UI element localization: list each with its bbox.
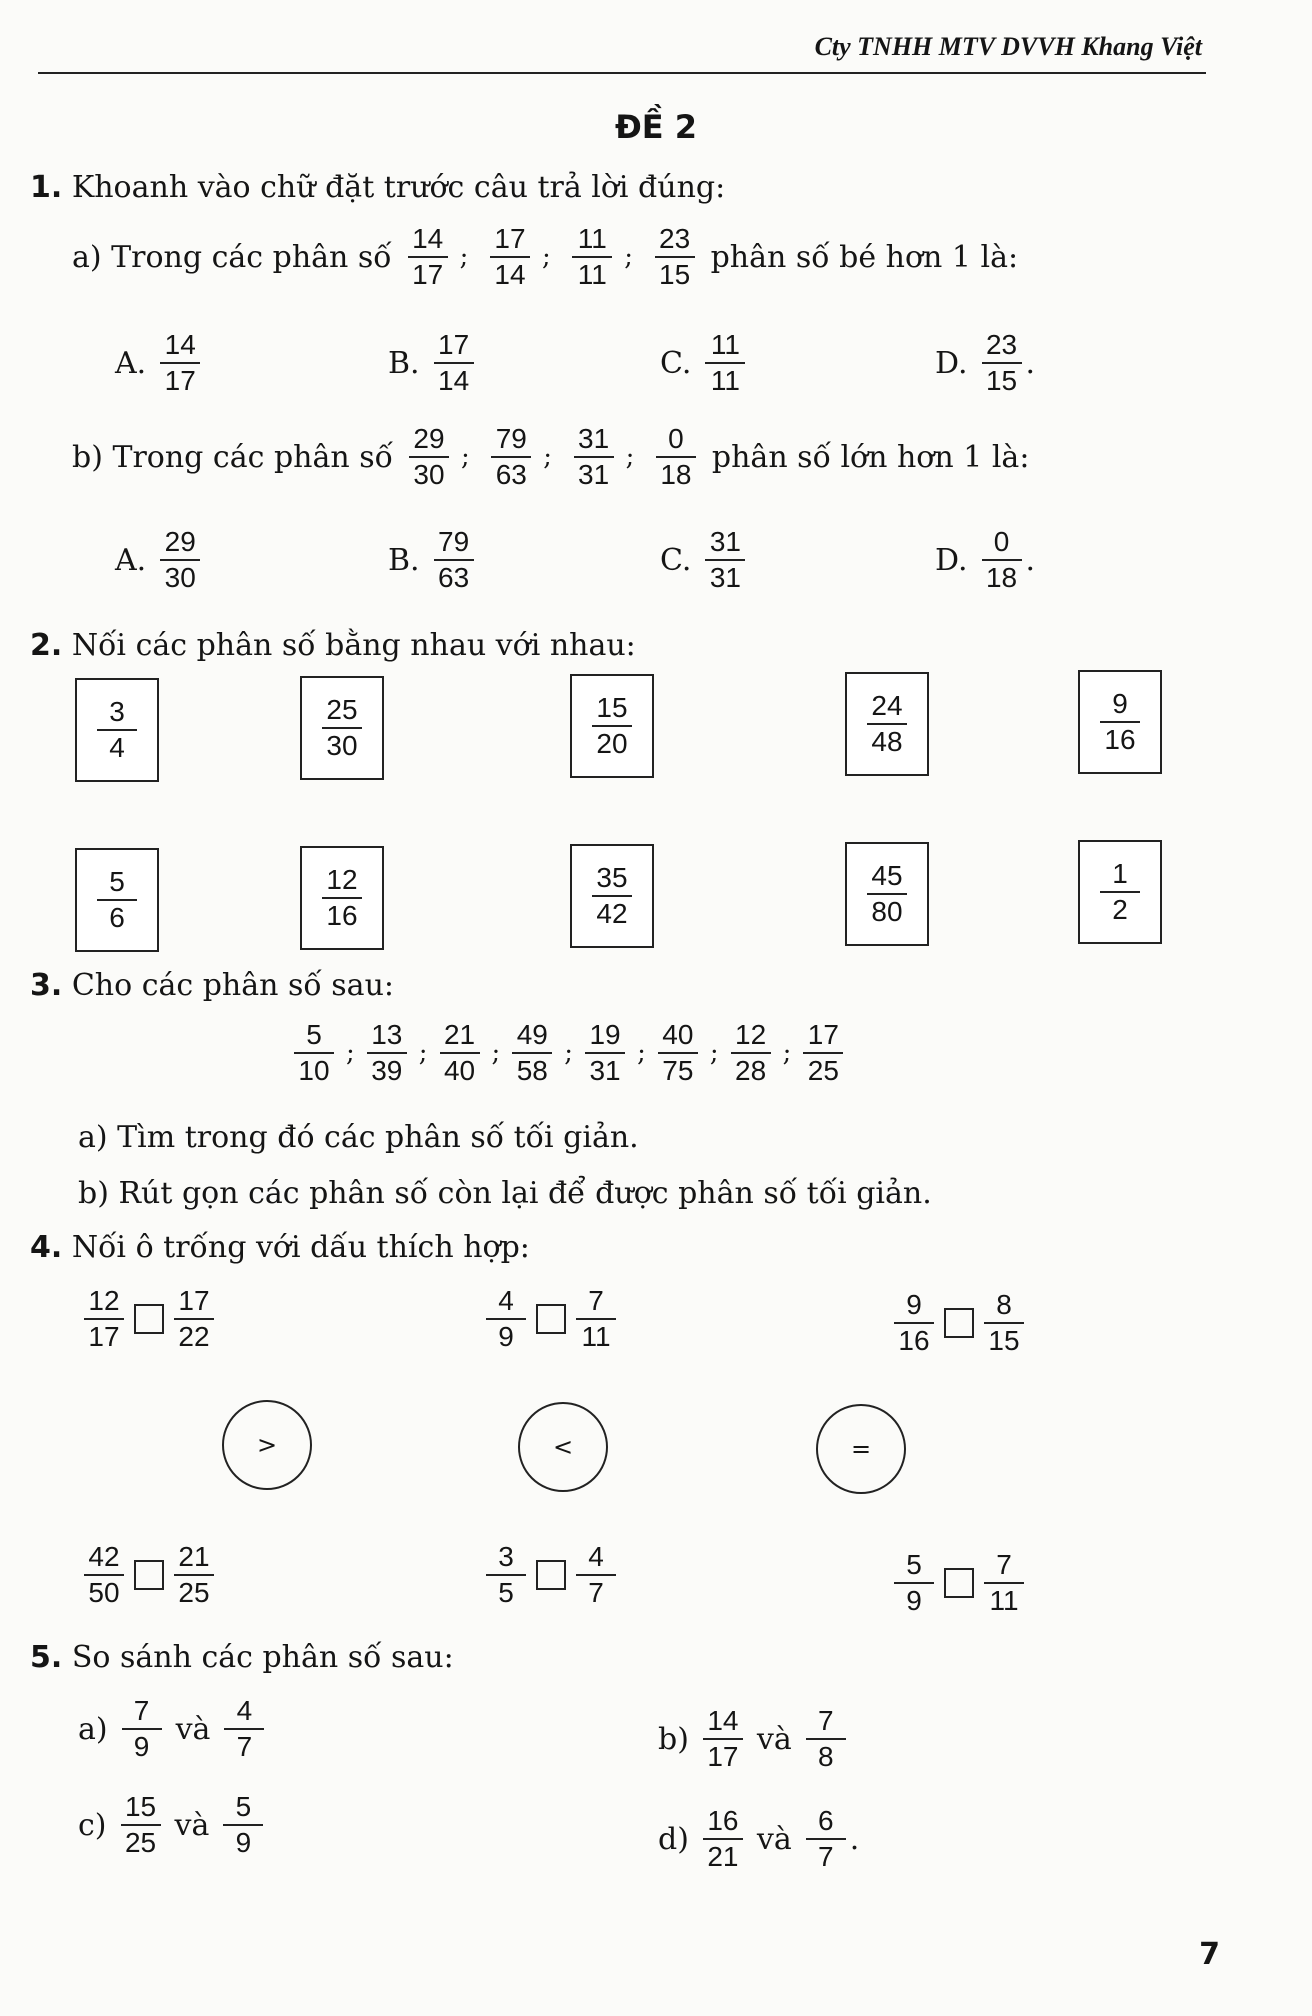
- blank-box[interactable]: [944, 1308, 974, 1338]
- fraction: 23 15: [982, 328, 1022, 398]
- q3-fraction-list: 5 10 ; 13 39 ; 21 40 ; 49 58 ; 19 31 ; 40 75 ; 12 28 ; 17 25: [290, 1018, 847, 1088]
- fraction: 17 25: [803, 1018, 843, 1088]
- q5-number: 5.: [30, 1640, 63, 1675]
- fraction: 13 39: [367, 1018, 407, 1088]
- q1b-prefix: b) Trong các phân số: [72, 439, 393, 475]
- q1a-question: [72, 222, 1018, 292]
- sign-equal[interactable]: =: [816, 1404, 906, 1494]
- q5d-item: d) 16 21 và 6 7 .: [658, 1805, 860, 1872]
- q1a-option-c[interactable]: C. 11 11: [660, 328, 749, 398]
- q3-heading-text: Cho các phân số sau:: [71, 968, 394, 1003]
- sign-greater[interactable]: >: [222, 1400, 312, 1490]
- q2-number: 2.: [30, 628, 63, 663]
- q1a-option-a[interactable]: A. 14 17: [115, 328, 204, 398]
- q3b-text: b) Rút gọn các phân số còn lại để được phân số tối giản.: [78, 1176, 932, 1211]
- match-card[interactable]: 45 80: [845, 842, 929, 946]
- fraction: 12 28: [731, 1018, 771, 1088]
- q5c-item: c) 15 25 và 5 9: [78, 1790, 267, 1860]
- match-card[interactable]: 35 42: [570, 844, 654, 948]
- match-card[interactable]: 5 6: [75, 848, 159, 952]
- compare-pair: 12 17 17 22: [80, 1284, 218, 1354]
- fraction: $\frac{14}{17}$: [408, 222, 448, 292]
- q2-heading: [30, 628, 636, 663]
- publisher-header: Cty TNHH MTV DVVH Khang Việt: [814, 32, 1202, 61]
- q2-heading-text: Nối các phân số bằng nhau với nhau:: [71, 628, 636, 663]
- fraction: $\frac{17}{14}$: [490, 222, 530, 292]
- q1a-prefix: a) Trong các phân số: [72, 239, 392, 275]
- fraction: 40 75: [658, 1018, 698, 1088]
- q1-heading: [30, 170, 725, 205]
- q3a-text: a) Tìm trong đó các phân số tối giản.: [78, 1120, 639, 1155]
- fraction: 29 30: [160, 525, 200, 595]
- q3-number: 3.: [30, 968, 63, 1003]
- match-card[interactable]: 25 30: [300, 676, 384, 780]
- q5b-item: b) 14 17 và 7 8: [658, 1704, 850, 1774]
- fraction: 79 63: [434, 525, 474, 595]
- q5-heading: [30, 1640, 454, 1675]
- fraction: 0 18: [982, 525, 1022, 595]
- page-title: ĐỀ 2: [614, 108, 698, 146]
- match-card[interactable]: 9 16: [1078, 670, 1162, 774]
- q5-heading-text: So sánh các phân số sau:: [71, 1640, 454, 1675]
- blank-box[interactable]: [134, 1304, 164, 1334]
- fraction: $\frac{0}{18}$: [656, 422, 696, 492]
- fraction: 11 11: [705, 328, 745, 398]
- blank-box[interactable]: [134, 1560, 164, 1590]
- fraction: $\frac{23}{15}$: [655, 222, 695, 292]
- match-card[interactable]: 24 48: [845, 672, 929, 776]
- q1a-list: $\frac{14}{17}$ ; $\frac{17}{14}$ ; $\frac{11}{11}$ ; $\frac{23}{15}$: [404, 222, 699, 292]
- q4-heading-text: Nối ô trống với dấu thích hợp:: [71, 1230, 530, 1265]
- q4-number: 4.: [30, 1230, 63, 1265]
- match-card[interactable]: 15 20: [570, 674, 654, 778]
- q1-heading-text: Khoanh vào chữ đặt trước câu trả lời đúng:: [71, 170, 726, 205]
- compare-pair: 5 9 7 11: [890, 1548, 1028, 1618]
- match-card[interactable]: 1 2: [1078, 840, 1162, 944]
- q1a-option-b[interactable]: B. 17 14: [388, 328, 478, 398]
- q1-number: 1.: [30, 170, 63, 205]
- blank-box[interactable]: [536, 1560, 566, 1590]
- q1b-option-a[interactable]: A. 29 30: [115, 525, 204, 595]
- fraction: 5 10: [294, 1018, 334, 1088]
- q1b-suffix: phân số lớn hơn 1 là:: [711, 439, 1030, 475]
- sign-less[interactable]: <: [518, 1402, 608, 1492]
- fraction: 21 40: [440, 1018, 480, 1088]
- fraction: $\frac{79}{63}$: [491, 422, 531, 492]
- page-number: 7: [1199, 1937, 1220, 1972]
- header-rule: [38, 72, 1206, 74]
- blank-box[interactable]: [944, 1568, 974, 1598]
- compare-pair: 4 9 7 11: [482, 1284, 620, 1354]
- fraction: 17 14: [434, 328, 474, 398]
- compare-pair: 42 50 21 25: [80, 1540, 218, 1610]
- blank-box[interactable]: [536, 1304, 566, 1334]
- q1b-question: [72, 422, 1029, 492]
- q4-heading: [30, 1230, 530, 1265]
- compare-pair: 3 5 4 7: [482, 1540, 620, 1610]
- q1b-option-c[interactable]: C. 31 31: [660, 525, 749, 595]
- match-card[interactable]: 12 16: [300, 846, 384, 950]
- q1b-option-b[interactable]: B. 79 63: [388, 525, 478, 595]
- fraction: 31 31: [705, 525, 745, 595]
- fraction: 49 58: [512, 1018, 552, 1088]
- match-card[interactable]: 3 4: [75, 678, 159, 782]
- q1a-option-d[interactable]: D. 23 15 .: [935, 329, 1036, 396]
- q1b-option-d[interactable]: D. 0 18 .: [935, 526, 1036, 593]
- compare-pair: 9 16 8 15: [890, 1288, 1028, 1358]
- q3-heading: [30, 968, 394, 1003]
- q1b-list: $\frac{29}{30}$ ; $\frac{79}{63}$ ; $\frac{31}{31}$ ; $\frac{0}{18}$: [405, 422, 700, 492]
- fraction: $\frac{11}{11}$: [572, 222, 612, 292]
- fraction: $\frac{31}{31}$: [574, 422, 614, 492]
- fraction: 19 31: [585, 1018, 625, 1088]
- q5a-item: a) 7 9 và 4 7: [78, 1694, 268, 1764]
- q1a-suffix: phân số bé hơn 1 là:: [710, 239, 1019, 275]
- fraction: $\frac{29}{30}$: [409, 422, 449, 492]
- fraction: 14 17: [160, 328, 200, 398]
